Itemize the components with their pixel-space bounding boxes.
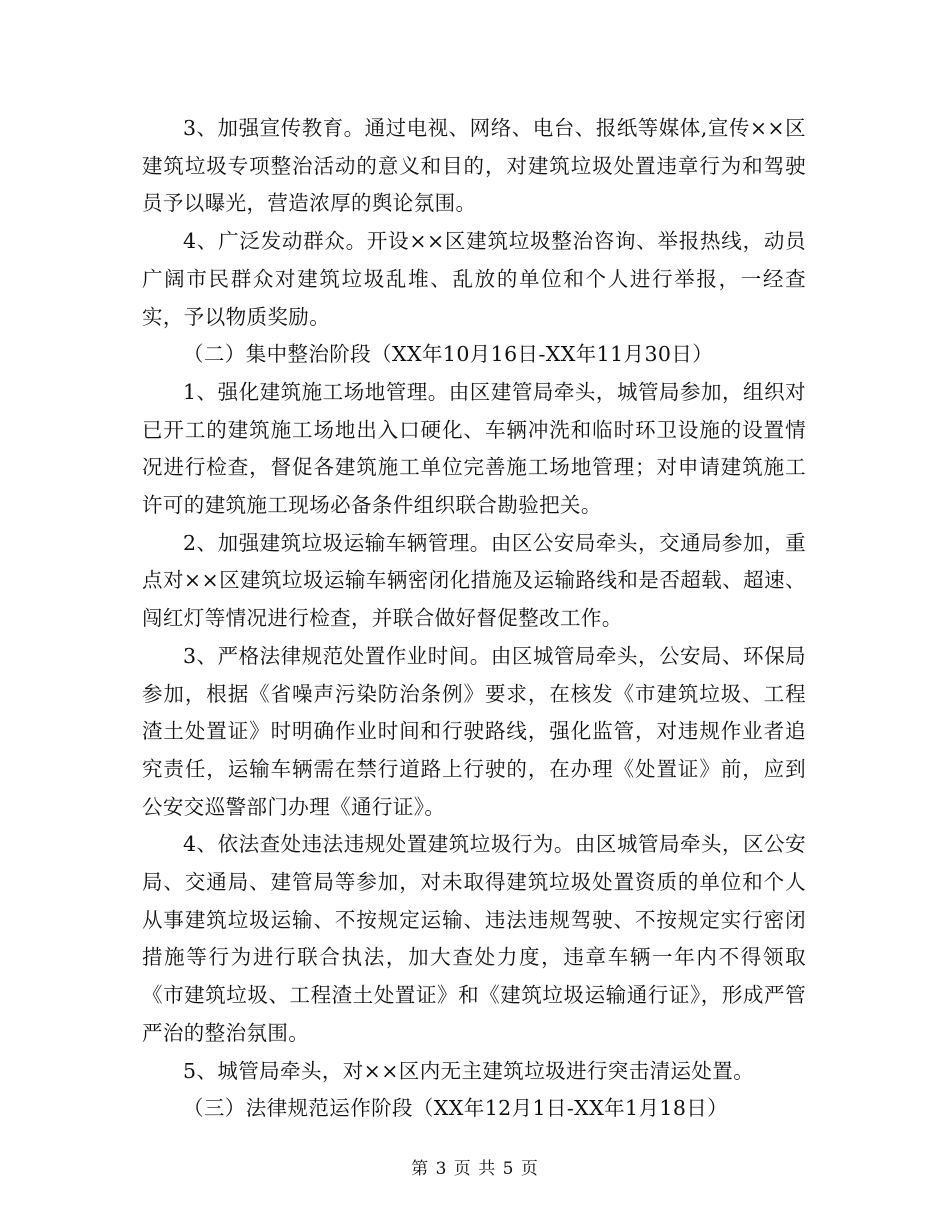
document-body	[142, 110, 806, 1128]
page-number-footer: 第 3 页 共 5 页	[411, 1159, 539, 1179]
paragraph-mobilize-public: 4、广泛发动群众。开设××区建筑垃圾整治咨询、举报热线，动员广阔市民群众对建筑垃圾乱堆、乱放的单位和个人进行举报，一经查实，予以物质奖励。	[142, 229, 806, 329]
paragraph-construction-site-management: 1、强化建筑施工场地管理。由区建管局牵头，城管局参加，组织对已开工的建筑施工场地出入口硬化、车辆冲洗和临时环卫设施的设置情况进行检查，督促各建筑施工单位完善施工场地管理；对申请建筑施工许可的建筑施工现场必备条件组织联合勘验把关。	[142, 379, 806, 518]
paragraph-transport-vehicle-management: 2、加强建筑垃圾运输车辆管理。由区公安局牵头，交通局参加，重点对××区建筑垃圾运输车辆密闭化措施及运输路线和是否超载、超速、闯红灯等情况进行检查，并联合做好督促整改工作。	[142, 530, 806, 631]
paragraph-law-enforcement: 4、依法查处违法违规处置建筑垃圾行为。由区城管局牵头，区公安局、交通局、建管局等参加，对未取得建筑垃圾处置资质的单位和个人从事建筑垃圾运输、不按规定运输、违法违规驾驶、不按规定实行密闭措施等行为进行联合执法，加大查处力度，违章车辆一年内不得领取《市建筑垃圾、工程渣土处置证》和《建筑垃圾运输通行证》，形成严管严治的整治氛围。	[142, 832, 806, 1045]
paragraph-ownerless-waste-cleanup: 5、城管局牵头，对××区内无主建筑垃圾进行突击清运处置。	[183, 1058, 755, 1083]
paragraph-operation-time: 3、严格法律规范处置作业时间。由区城管局牵头，公安局、环保局参加，根据《省噪声污染防治条例》要求，在核发《市建筑垃圾、工程渣土处置证》时明确作业时间和行驶路线，强化监管，对违规作业者追究责任，运输车辆需在禁行道路上行驶的，在办理《处置证》前，应到公安交巡警部门办理《通行证》。	[142, 643, 806, 819]
section-heading-standard-operation: （三）法律规范运作阶段（XX年12月1日-XX年1月18日）	[183, 1096, 729, 1121]
section-heading-concentrated-rectification: （二）集中整治阶段（XX年10月16日-XX年11月30日）	[183, 342, 714, 367]
paragraph-publicity: 3、加强宣传教育。通过电视、网络、电台、报纸等媒体,宣传××区建筑垃圾专项整治活动的意义和目的，对建筑垃圾处置违章行为和驾驶员予以曝光，营造浓厚的舆论氛围。	[142, 116, 806, 216]
